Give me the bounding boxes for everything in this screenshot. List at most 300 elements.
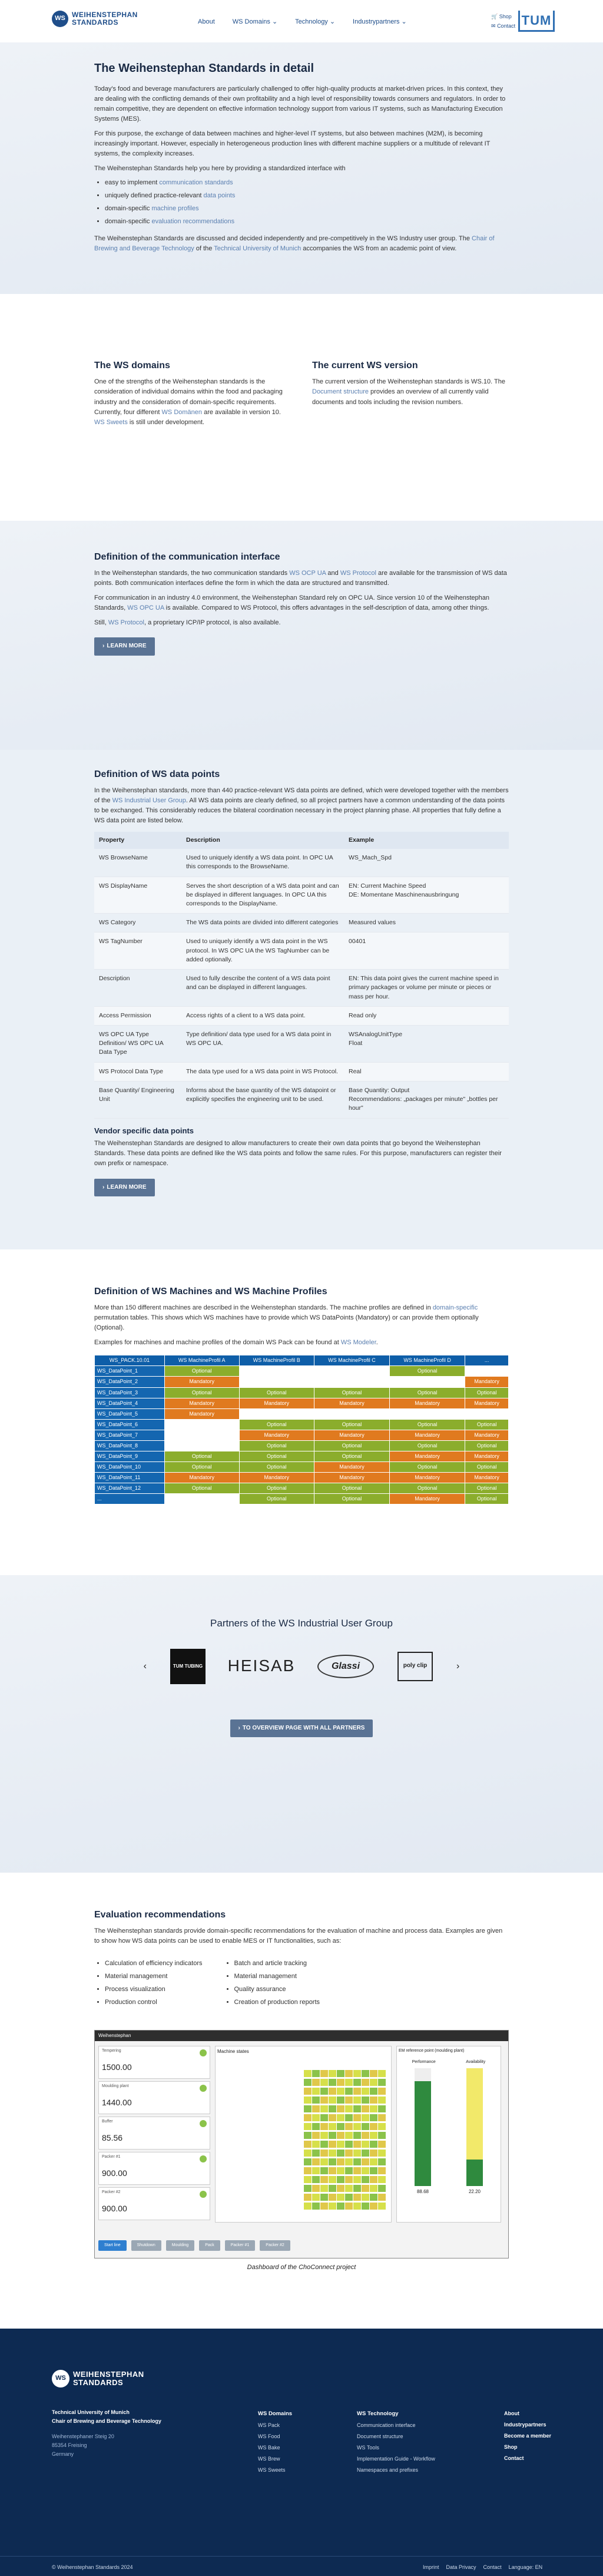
gantt-bar [329, 2105, 336, 2112]
gantt-bar [320, 2141, 328, 2148]
profile-cell: Mandatory [164, 1408, 239, 1419]
footer-link[interactable]: Implementation Guide - Workflow [357, 2455, 435, 2462]
tile-value: 900.00 [102, 2204, 127, 2214]
intro-bullets [105, 178, 509, 227]
dashboard-titlebar: Weihenstephan [95, 2031, 508, 2041]
partners-overview-button[interactable]: › TO OVERVIEW PAGE WITH ALL PARTNERS [230, 1719, 373, 1738]
link-domain-specific[interactable]: domain-specific [432, 1304, 478, 1312]
row-header: WS_DataPoint_5 [95, 1408, 165, 1419]
list-item: • uniquely defined practice-relevant data points [105, 191, 509, 201]
dashboard-tile [98, 2081, 210, 2114]
gantt-bar [337, 2070, 344, 2077]
nav-about[interactable]: About [198, 18, 215, 25]
gantt-bar [370, 2203, 377, 2210]
table-cell: The WS data points are divided into different categories [181, 914, 344, 932]
dashboard-button[interactable]: Packer #1 [225, 2240, 256, 2251]
link-communication-standards[interactable]: communication standards [159, 179, 233, 187]
intro-p1: Today's food and beverage manufacturers are particularly challenged to offer high-quality products at market-driven prices. In this context, they are dealing with the conflicting demands of their own profitability and a high level of responsibility towards consumers and regulators. In order to remain competitive, they are dependent on effective information technology support from various IT systems, such as Manufacturing Execution Systems (MES). [94, 85, 506, 123]
gantt-bar [320, 2194, 328, 2201]
profile-cell: Mandatory [465, 1451, 509, 1461]
footer-org1: Technical University of Munich [52, 2409, 130, 2416]
gantt-bar [329, 2167, 336, 2174]
gantt-bar [345, 2114, 353, 2121]
link-ws-iug[interactable]: WS Industrial User Group [112, 796, 186, 804]
profile-cell [164, 1440, 239, 1451]
gantt-row [304, 2176, 386, 2183]
footer-link[interactable]: WS Tools [357, 2444, 379, 2451]
logo-mark-icon: WS [52, 2370, 69, 2387]
table-row [95, 1398, 509, 1408]
footer-bottom-link[interactable]: Imprint [423, 2564, 439, 2571]
shop-link[interactable]: 🛒 Shop [491, 14, 512, 19]
dashboard-tile [98, 2187, 210, 2220]
gantt-bar [337, 2105, 344, 2112]
footer-logo-line2: STANDARDS [73, 2378, 124, 2387]
gantt-bar [304, 2203, 312, 2210]
gantt-bar [370, 2158, 377, 2165]
gantt-bar [362, 2088, 369, 2095]
gantt-bar [345, 2088, 353, 2095]
footer-link[interactable]: WS Food [258, 2433, 280, 2439]
link-chair[interactable]: Chair of Brewing and Beverage Technology [94, 235, 495, 253]
column-header: WS_PACK.10.01 [95, 1355, 165, 1366]
profiles-section [0, 1249, 603, 1575]
footer-bottom-links [423, 2564, 542, 2571]
gantt-bar [370, 2185, 377, 2192]
table-row [94, 914, 509, 932]
gantt-bar [353, 2158, 361, 2165]
dashboard-tile [98, 2117, 210, 2150]
dp-p1: In the Weihenstephan standards, more than 440 practice-relevant WS data points are defined, which were developed together with the members of the WS Industrial User Group. All WS data points are clearly defined, so all project partners have a common understanding of the data points to be exchanged. This considerably reduces the bilateral coordination necessary in the project planning phase. All properties that fully define a WS data point are listed below. [94, 786, 509, 824]
footer-bottom-link[interactable]: Language: EN [508, 2564, 543, 2571]
dashboard-button[interactable]: Start line [98, 2240, 127, 2251]
gantt-bar [353, 2194, 361, 2201]
contact-link[interactable]: ✉ Contact [491, 23, 516, 29]
gantt-bar [312, 2088, 320, 2095]
table-cell: WS Category [94, 914, 181, 932]
link-ws-opc-ua[interactable]: WS OPC UA [127, 604, 164, 611]
status-ok-icon [200, 2191, 207, 2198]
profile-cell: Optional [465, 1387, 509, 1398]
gantt-row [304, 2114, 386, 2121]
domains-section [0, 294, 603, 520]
dashboard-tiles [98, 2046, 210, 2223]
gantt-bar [312, 2194, 320, 2201]
footer-link[interactable]: WS Brew [258, 2455, 280, 2462]
gantt-bar [329, 2158, 336, 2165]
chevron-right-icon: › [102, 643, 105, 650]
comm-learn-more-button[interactable]: › LEARN MORE [94, 637, 155, 656]
table-row [95, 1494, 509, 1504]
table-row [95, 1451, 509, 1461]
communication-section [0, 521, 603, 750]
machine-states-title: Machine states [217, 2049, 249, 2055]
profile-cell: Mandatory [314, 1430, 389, 1440]
gantt-bar [353, 2176, 361, 2183]
footer-links [504, 2408, 551, 2463]
footer-logo-line1: WEIHENSTEPHAN [73, 2369, 144, 2379]
gantt-bar [329, 2203, 336, 2210]
profile-cell [239, 1366, 314, 1377]
profile-cell: Optional [465, 1440, 509, 1451]
gantt-row [304, 2132, 386, 2139]
gantt-bar [345, 2079, 353, 2086]
gantt-bar [362, 2203, 369, 2210]
footer-link[interactable]: Industrypartners [504, 2422, 546, 2428]
profile-cell [164, 1419, 239, 1430]
footer-logo[interactable] [52, 2370, 144, 2387]
profile-cell: Mandatory [465, 1398, 509, 1408]
gantt-bar [370, 2079, 377, 2086]
gantt-bar [337, 2185, 344, 2192]
table-cell: Serves the short description of a WS data point and can be displayed in different languages. In OPC UA this corresponds to the DisplayName. [181, 877, 344, 914]
footer-address: 85354 Freising [52, 2442, 87, 2449]
dashboard-button[interactable]: Packer #2 [260, 2240, 290, 2251]
domains-text: One of the strengths of the Weihenstephan standards is the consideration of individual domains within the food and packaging industry and the consideration of domain-specific requirements. Currently, four different WS Domänen are available in version 10. WS Sweets is still under development. [94, 378, 283, 426]
column-header: Property [94, 832, 181, 849]
gantt-bar [304, 2088, 312, 2095]
profile-cell: Optional [390, 1387, 465, 1398]
profile-cell: Optional [164, 1366, 239, 1377]
dashboard-button[interactable]: Shutdown [131, 2240, 161, 2251]
link-ws-protocol[interactable]: WS Protocol [340, 569, 376, 577]
table-row [95, 1387, 509, 1398]
availability-value: 22.20 [468, 2188, 481, 2194]
carousel-next-icon[interactable]: › [456, 1661, 460, 1672]
table-cell: Informs about the base quantity of the WS datapoint or explicitly specifies the engineering unit to be used. [181, 1081, 344, 1118]
gantt-bar [320, 2096, 328, 2104]
gantt-bar [353, 2150, 361, 2157]
gantt-bar [353, 2141, 361, 2148]
footer-link[interactable]: Contact [504, 2455, 524, 2461]
version-text: The current version of the Weihenstephan standards is WS.10. The Document structure provides an overview of all currently valid documents and tools including the revision numbers. [312, 378, 505, 406]
status-ok-icon [200, 2155, 207, 2162]
profile-cell: Optional [390, 1440, 465, 1451]
link-ws-protocol-2[interactable]: WS Protocol [108, 619, 144, 627]
table-cell: Measured values [344, 914, 509, 932]
table-cell: WS Protocol Data Type [94, 1062, 181, 1081]
footer-copyright: © Weihenstephan Standards 2024 [52, 2564, 133, 2571]
profile-cell: Mandatory [465, 1472, 509, 1483]
footer-bottom-link[interactable]: Contact [483, 2564, 502, 2571]
eval-list-left [105, 1956, 203, 2011]
datapoints-section [0, 750, 603, 1249]
footer-link[interactable]: Namespaces and prefixes [357, 2466, 419, 2473]
table-cell: Used to uniquely identify a WS data point. In OPC UA this corresponds to the BrowseName. [181, 849, 344, 877]
gantt-bar [370, 2167, 377, 2174]
table-cell: EN: Current Machine Speed DE: Momentane Maschinenausbringung [344, 877, 509, 914]
gantt-bar [378, 2203, 386, 2210]
gantt-bar [362, 2132, 369, 2139]
profile-cell: Optional [164, 1483, 239, 1493]
gantt-bar [312, 2150, 320, 2157]
table-cell: Used to fully describe the content of a WS data point and can be displayed in different languages. [181, 970, 344, 1007]
dp-learn-more-button[interactable]: › LEARN MORE [94, 1179, 155, 1197]
gantt-bar [337, 2158, 344, 2165]
site-logo[interactable] [52, 11, 138, 27]
gantt-bar [329, 2176, 336, 2183]
table-cell: WS BrowseName [94, 849, 181, 877]
table-cell: EN: This data point gives the current machine speed in primary packages or volume per minute or pieces or mass per hour. [344, 970, 509, 1007]
tile-name: Packer #2 [102, 2190, 121, 2195]
profile-cell: Mandatory [164, 1472, 239, 1483]
gantt-bar [345, 2167, 353, 2174]
gantt-row [304, 2185, 386, 2192]
footer-link[interactable]: WS Sweets [258, 2466, 286, 2473]
gantt-bar [337, 2141, 344, 2148]
table-row [94, 1026, 509, 1063]
gantt-bar [337, 2132, 344, 2139]
nav-industrypartners[interactable]: Industrypartners ⌄ [353, 18, 407, 27]
table-cell: Base Quantity: Output Recommendations: „packages per minute" „bottles per hour" [344, 1081, 509, 1118]
profile-cell: Mandatory [239, 1472, 314, 1483]
profile-cell: Mandatory [390, 1472, 465, 1483]
profile-cell: Mandatory [465, 1377, 509, 1387]
footer-address: Germany [52, 2451, 74, 2458]
machine-states-panel [215, 2046, 392, 2223]
profile-cell [164, 1494, 239, 1504]
link-document-structure[interactable]: Document structure [312, 388, 369, 396]
gantt-bar [337, 2114, 344, 2121]
partner-logo[interactable]: TUM TUBING [170, 1649, 206, 1684]
gantt-bar [362, 2158, 369, 2165]
intro-p3: The Weihenstephan Standards help you here by providing a standardized interface with [94, 165, 346, 173]
row-header: WS_DataPoint_1 [95, 1366, 165, 1377]
profile-cell: Mandatory [465, 1430, 509, 1440]
profile-cell: Optional [239, 1419, 314, 1430]
profile-cell: Optional [465, 1494, 509, 1504]
gantt-bar [320, 2070, 328, 2077]
gantt-bar [312, 2158, 320, 2165]
link-ws-domains[interactable]: WS Domänen [161, 408, 203, 416]
gantt-bar [304, 2105, 312, 2112]
gantt-bar [304, 2158, 312, 2165]
partners-section [0, 1575, 603, 1873]
column-header: WS MachineProfil D [390, 1355, 465, 1366]
table-cell: Access rights of a client to a WS data point. [181, 1006, 344, 1025]
carousel-prev-icon[interactable]: ‹ [143, 1661, 147, 1672]
list-item: • Material management [234, 1972, 320, 1982]
list-item: • Quality assurance [234, 1985, 320, 1995]
table-row [94, 1081, 509, 1118]
gantt-bar [345, 2123, 353, 2130]
gantt-bar [329, 2132, 336, 2139]
gantt-row [304, 2158, 386, 2165]
footer-address: Weihenstephaner Steig 20 [52, 2433, 114, 2439]
chevron-right-icon: › [102, 1183, 105, 1191]
table-cell: Real [344, 1062, 509, 1081]
gantt-bar [320, 2079, 328, 2086]
gantt-bar [320, 2088, 328, 2095]
table-row [94, 849, 509, 877]
link-ws-modeler[interactable]: WS Modeler [340, 1339, 376, 1347]
row-header: WS_DataPoint_6 [95, 1419, 165, 1430]
gantt-bar [378, 2176, 386, 2183]
gantt-bar [370, 2150, 377, 2157]
gantt-bar [337, 2123, 344, 2130]
profile-cell [314, 1366, 389, 1377]
profile-cell [390, 1408, 465, 1419]
gantt-bar [378, 2167, 386, 2174]
dashboard-button[interactable]: Pack [199, 2240, 220, 2251]
gantt-bar [320, 2105, 328, 2112]
nav-technology[interactable]: Technology ⌄ [295, 18, 335, 27]
gantt-row [304, 2096, 386, 2104]
gantt-bar [370, 2176, 377, 2183]
table-row [95, 1483, 509, 1493]
eval-text: The Weihenstephan standards provide domain-specific recommendations for the evaluation of machine and process data. Examples are given to show how WS data points can be used to enable MES or IT functionalities, such as: [94, 1927, 503, 1945]
table-cell: 00401 [344, 932, 509, 970]
footer-link[interactable]: Document structure [357, 2433, 403, 2439]
gantt-bar [353, 2088, 361, 2095]
gantt-bar [378, 2185, 386, 2192]
gantt-bar [378, 2070, 386, 2077]
row-header: WS_DataPoint_4 [95, 1398, 165, 1408]
gantt-bar [320, 2150, 328, 2157]
dashboard-buttons [98, 2240, 290, 2251]
gantt-bar [378, 2105, 386, 2112]
profile-cell: Optional [164, 1387, 239, 1398]
table-row [94, 1062, 509, 1081]
gantt-bar [345, 2141, 353, 2148]
gantt-bar [378, 2079, 386, 2086]
list-item: • easy to implement communication standards [105, 178, 509, 188]
gantt-bar [362, 2150, 369, 2157]
chevron-down-icon: ⌄ [401, 18, 407, 25]
gantt-bar [337, 2194, 344, 2201]
gantt-row [304, 2070, 386, 2077]
intro-p2: For this purpose, the exchange of data between machines and higher-level IT systems, but also between machines (M2M), is becoming increasingly important. However, especially in heterogeneous production lines with different machine suppliers or a multitude of relevant IT systems, the complexity increases. [94, 130, 491, 158]
performance-value: 88.68 [416, 2188, 429, 2194]
gantt-bar [337, 2150, 344, 2157]
gantt-bar [329, 2141, 336, 2148]
status-ok-icon [200, 2049, 207, 2056]
profile-cell: Optional [390, 1461, 465, 1472]
footer-link[interactable]: Communication interface [357, 2422, 416, 2429]
gantt-bar [362, 2194, 369, 2201]
profile-cell: Optional [314, 1483, 389, 1493]
gantt-bar [312, 2203, 320, 2210]
vendor-title: Vendor specific data points [94, 1126, 194, 1135]
list-item: • Calculation of efficiency indicators [105, 1959, 203, 1969]
table-cell: WS DisplayName [94, 877, 181, 914]
profile-cell: Optional [164, 1451, 239, 1461]
profile-cell: Optional [239, 1494, 314, 1504]
dashboard-tile [98, 2046, 210, 2079]
profile-cell: Optional [239, 1440, 314, 1451]
link-data-points[interactable]: data points [203, 192, 236, 200]
link-evaluation-recommendations[interactable]: evaluation recommendations [151, 218, 235, 226]
profile-cell: Mandatory [314, 1461, 389, 1472]
chevron-right-icon: › [238, 1724, 240, 1731]
gantt-bar [378, 2132, 386, 2139]
link-tum[interactable]: Technical University of Munich [214, 245, 302, 253]
profile-cell: Optional [390, 1366, 465, 1377]
table-cell: Access Permission [94, 1006, 181, 1025]
profile-cell: Mandatory [390, 1451, 465, 1461]
profile-cell: Optional [314, 1451, 389, 1461]
table-row [94, 877, 509, 914]
row-header: WS_DataPoint_7 [95, 1430, 165, 1440]
gantt-bar [312, 2141, 320, 2148]
footer-link[interactable]: WS Bake [258, 2444, 280, 2451]
page-title: The Weihenstephan Standards in detail [94, 62, 314, 75]
table-row [95, 1366, 509, 1377]
table-cell: WS TagNumber [94, 932, 181, 970]
gantt-bar [345, 2105, 353, 2112]
profile-cell: Mandatory [314, 1398, 389, 1408]
gantt-bar [329, 2096, 336, 2104]
comm-p2: For communication in an industry 4.0 environment, the Weihenstephan Standard rely on OPC UA. Since version 10 of the Weihenstephan Standards, WS OPC UA is available. Compared to WS Protocol, this offers advantages in the self-description of data, among other things. [94, 594, 489, 611]
gantt-row [304, 2141, 386, 2148]
profile-cell: Optional [314, 1440, 389, 1451]
gantt-bar [370, 2070, 377, 2077]
row-header: WS_DataPoint_10 [95, 1461, 165, 1472]
dashboard-button[interactable]: Moulding [166, 2240, 194, 2251]
list-item: • Material management [105, 1972, 203, 1982]
row-header: WS_DataPoint_9 [95, 1451, 165, 1461]
link-machine-profiles[interactable]: machine profiles [151, 205, 199, 213]
gantt-bar [353, 2132, 361, 2139]
footer-link[interactable]: WS Pack [258, 2422, 280, 2429]
gantt-row [304, 2203, 386, 2210]
gantt-bar [362, 2141, 369, 2148]
profile-cell: Optional [314, 1387, 389, 1398]
gantt-bar [312, 2070, 320, 2077]
profile-cell: Optional [465, 1483, 509, 1493]
gantt-bar [320, 2185, 328, 2192]
gantt-bar [337, 2096, 344, 2104]
logo-line2: STANDARDS [72, 18, 118, 27]
table-row [95, 1440, 509, 1451]
nav-ws-domains[interactable]: WS Domains ⌄ [233, 18, 277, 27]
link-ws-ocp-ua[interactable]: WS OCP UA [289, 569, 326, 577]
row-header: WS_DataPoint_12 [95, 1483, 165, 1493]
row-header: WS_DataPoint_3 [95, 1387, 165, 1398]
list-item: • domain-specific machine profiles [105, 204, 509, 214]
link-ws-sweets[interactable]: WS Sweets [94, 418, 128, 426]
gantt-bar [312, 2096, 320, 2104]
tum-logo[interactable]: TUM [518, 11, 555, 32]
gantt-bar [312, 2079, 320, 2086]
gantt-bar [304, 2185, 312, 2192]
profile-cell: Mandatory [164, 1398, 239, 1408]
gantt-bar [304, 2141, 312, 2148]
gantt-bar [304, 2096, 312, 2104]
profiles-table [94, 1355, 509, 1504]
gantt-row [304, 2150, 386, 2157]
tile-value: 85.56 [102, 2133, 123, 2143]
list-item: • Batch and article tracking [234, 1959, 320, 1969]
chevron-down-icon: ⌄ [271, 18, 278, 25]
profile-cell: Optional [314, 1419, 389, 1430]
partner-logo[interactable]: poly clip [397, 1652, 433, 1681]
availability-bar [466, 2068, 483, 2186]
gantt-row [304, 2079, 386, 2086]
footer-link[interactable]: About [504, 2410, 519, 2417]
footer-bottom-link[interactable]: Data Privacy [446, 2564, 476, 2571]
footer-link[interactable]: Become a member [504, 2432, 552, 2439]
footer-link[interactable]: Shop [504, 2443, 518, 2450]
table-row [95, 1419, 509, 1430]
gantt-bar [320, 2123, 328, 2130]
gantt-bar [378, 2123, 386, 2130]
partner-logo[interactable]: Glassi [317, 1655, 374, 1678]
partner-logo[interactable]: HEISAB [227, 1656, 296, 1675]
gantt-bar [320, 2167, 328, 2174]
footer-col-title: WS Technology [357, 2410, 399, 2418]
gantt-bar [353, 2167, 361, 2174]
